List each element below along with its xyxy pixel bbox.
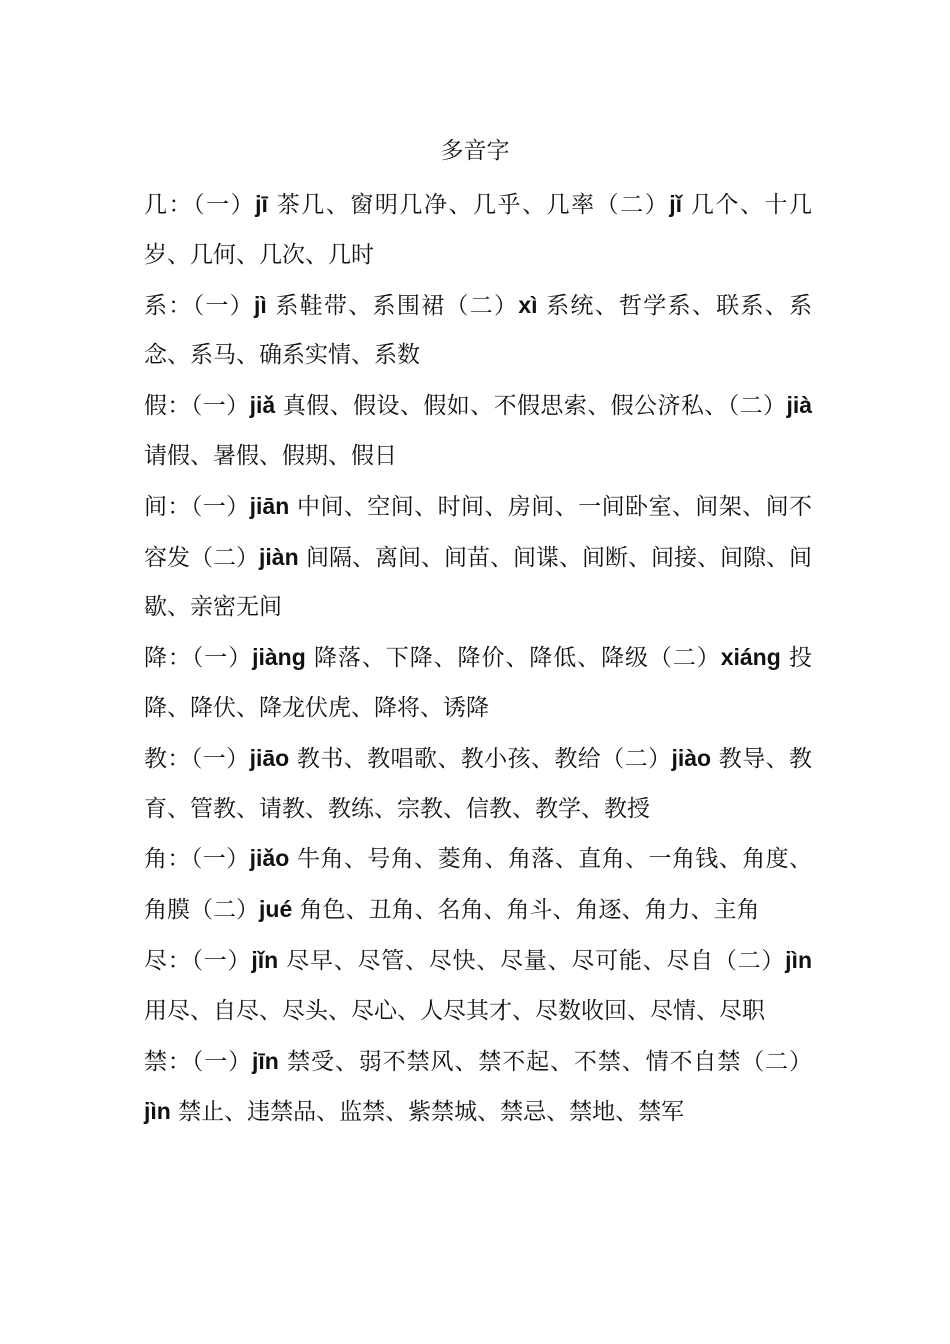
entry-char: 系： (144, 292, 193, 319)
pinyin: jué (259, 896, 293, 923)
entry-5 (144, 633, 812, 734)
pinyin: jī (255, 191, 268, 217)
entry-text: （一） (190, 745, 250, 772)
entry-text: 间隔、离间、间苗、间谍、间断、间接、间隙、间歇、亲密无间 (144, 544, 813, 621)
entry-text: 尽早、尽管、尽快、尽量、尽可能、尽自（二） (278, 947, 786, 974)
entry-list (144, 180, 812, 1138)
entry-text: 用尽、自尽、尽头、尽心、人尽其才、尽数收回、尽情、尽职 (144, 997, 765, 1024)
pinyin: jiān (249, 492, 290, 519)
entry-8 (144, 936, 812, 1037)
entry-text: 降落、下降、降价、降低、降级（二） (305, 645, 721, 672)
entry-text: （一） (190, 493, 250, 520)
pinyin: jià (786, 392, 813, 419)
entry-text: 牛角、号角、菱角、角落、直角、一角钱、角度、角膜（二） (144, 846, 813, 924)
pinyin: jǐn (251, 946, 279, 973)
entry-char: 间： (144, 493, 191, 520)
pinyin: jìn (785, 946, 813, 973)
entry-char: 角： (144, 846, 191, 873)
entry-char: 尽： (144, 947, 192, 974)
entry-text: （一） (191, 645, 253, 672)
pinyin: jiǎo (249, 845, 290, 872)
entry-char: 禁： (144, 1048, 192, 1075)
entry-text: （一） (190, 393, 250, 420)
pinyin: jiǎ (249, 392, 276, 419)
entry-char: 几： (144, 192, 194, 218)
entry-text: 中间、空间、时间、房间、一间卧室、间架、间不容发（二） (144, 493, 813, 571)
pinyin: jīn (252, 1047, 279, 1074)
entry-text: （一） (190, 846, 250, 873)
entry-text: （一） (192, 292, 254, 319)
entry-char: 假： (144, 393, 191, 420)
entry-char: 教： (144, 745, 191, 772)
entry-text: 禁受、弱不禁风、禁不起、不禁、情不自禁（二） (278, 1048, 813, 1075)
pinyin: jì (253, 291, 267, 318)
pinyin: jiàng (252, 644, 306, 671)
pinyin: jiāo (249, 744, 290, 771)
entry-text: 茶几、窗明几净、几乎、几率（二） (267, 192, 670, 218)
entry-6 (144, 734, 812, 835)
entry-1 (144, 180, 812, 281)
pinyin: jǐ (669, 191, 683, 217)
entry-7 (144, 834, 812, 936)
entry-text: （一） (193, 192, 256, 218)
page-title: 多音字 (440, 138, 510, 164)
entry-text: 系统、哲学系、联系、系念、系马、确系实情、系数 (144, 292, 813, 369)
entry-text: 几个、十几岁、几何、几次、几时 (144, 192, 813, 268)
entry-text: （一） (191, 947, 252, 974)
entry-text: 教导、教育、管教、请教、教练、宗教、信教、教学、教授 (144, 745, 813, 822)
entry-text: （一） (191, 1048, 253, 1075)
pinyin: jìn (144, 1098, 171, 1125)
entry-text: 真假、假设、假如、不假思索、假公济私、（二） (275, 393, 787, 420)
entry-4 (144, 482, 812, 633)
entry-2 (144, 281, 812, 382)
entry-text: 禁止、违禁品、监禁、紫禁城、禁忌、禁地、禁军 (170, 1099, 685, 1126)
pinyin: xì (518, 291, 538, 318)
entry-text: 请假、暑假、假期、假日 (144, 442, 397, 469)
entry-text: 角色、丑角、名角、角斗、角逐、角力、主角 (292, 897, 760, 924)
entry-text: 系鞋带、系围裙（二） (266, 292, 519, 319)
pinyin: jiào (671, 744, 712, 771)
entry-text: 教书、教唱歌、教小孩、教给（二） (289, 745, 672, 772)
entry-9 (144, 1037, 812, 1139)
pinyin: xiáng (720, 644, 781, 671)
pinyin: jiàn (259, 543, 299, 570)
entry-char: 降： (144, 645, 192, 672)
entry-text: 投降、降伏、降龙伏虎、降将、诱降 (144, 645, 812, 721)
entry-3 (144, 381, 812, 482)
